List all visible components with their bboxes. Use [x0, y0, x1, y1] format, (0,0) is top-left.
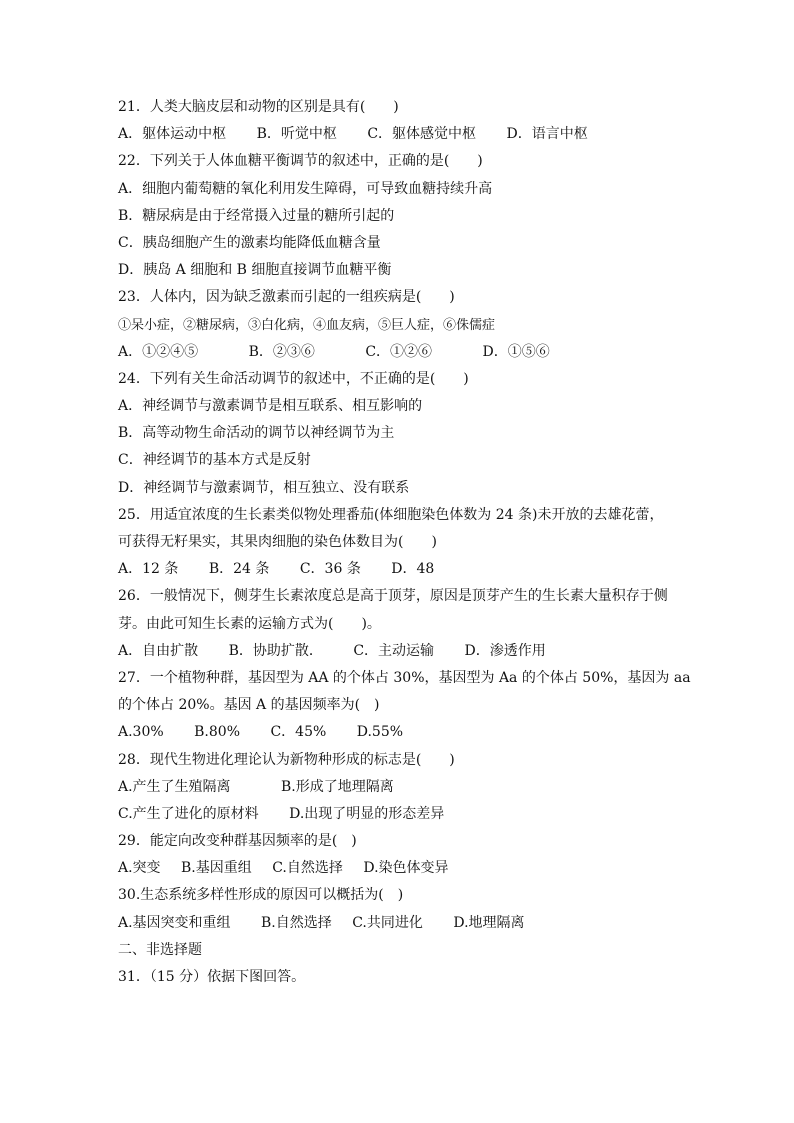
question-31-stem: 31．（15 分）依据下图回答。 — [118, 969, 306, 985]
question-27-stem: 27．一个植物种群，基因型为 AA 的个体占 30%，基因型为 Aa 的个体占 50%，基因为 aa — [118, 669, 691, 686]
question-25-options — [118, 556, 698, 583]
question-25-option-b: B．24 条 — [208, 561, 270, 578]
question-22-option-b: B．糖尿病是由于经常摄入过量的糖所引起的 — [118, 207, 395, 224]
question-30-option-c: C.共同进化 — [352, 914, 423, 931]
question-21-option-b: B．听觉中枢 — [256, 126, 337, 143]
question-26-options — [118, 638, 698, 665]
question-22-option-a: A．细胞内葡萄糖的氧化利用发生障碍，可导致血糖持续升高 — [118, 180, 493, 197]
question-27-stem-continued: 的个体占 20%。基因 A 的基因频率为( ) — [118, 697, 380, 714]
question-23-option-a: A．①②④⑤ — [118, 343, 199, 360]
question-26-option-a: A．自由扩散 — [118, 642, 199, 659]
question-29-option-c: C.自然选择 — [272, 860, 343, 877]
question-26-option-c: C．主动运输 — [353, 642, 435, 659]
question-29-option-a: A.突变 — [118, 860, 161, 877]
question-25-option-c: C．36 条 — [299, 561, 361, 578]
question-26-stem-continued: 芽。由此可知生长素的运输方式为( )。 — [118, 615, 381, 632]
question-30-options — [118, 910, 698, 937]
question-28-option-c: C.产生了进化的原材料 — [118, 805, 259, 822]
question-29-options — [118, 855, 698, 882]
question-28-option-b: B.形成了地理隔离 — [281, 778, 394, 795]
question-21-option-a: A．躯体运动中枢 — [118, 126, 227, 143]
question-25-option-d: D．48 — [391, 561, 435, 578]
question-28-option-d: D.出现了明显的形态差异 — [289, 805, 445, 822]
question-27-option-b: B.80% — [194, 724, 240, 741]
question-25-stem: 25．用适宜浓度的生长素类似物处理番茄(体细胞染色体数为 24 条)未开放的去雄花蕾， — [118, 506, 664, 523]
question-26-option-d: D．渗透作用 — [464, 642, 546, 659]
section-title: 二、非选择题 — [118, 941, 202, 958]
question-21-stem: 21．人类大脑皮层和动物的区别是具有( ) — [118, 99, 399, 115]
question-23-stem: 23．人体内，因为缺乏激素而引起的一组疾病是( ) — [118, 289, 455, 306]
question-27-option-d: D.55% — [356, 724, 404, 741]
question-24-stem: 24．下列有关生命活动调节的叙述中，不正确的是( ) — [118, 370, 469, 387]
question-28-options-row-1 — [118, 774, 698, 801]
question-23-options — [118, 339, 698, 366]
question-29-option-b: B.基因重组 — [181, 860, 252, 877]
question-28-option-a: A.产生了生殖隔离 — [118, 778, 231, 795]
question-25-stem-continued: 可获得无籽果实，其果肉细胞的染色体数目为( ) — [118, 534, 437, 550]
question-27-option-c: C．45% — [270, 724, 327, 741]
question-27-options — [118, 719, 698, 746]
question-21-options — [118, 121, 698, 148]
question-22-option-c: C．胰岛细胞产生的激素均能降低血糖含量 — [118, 234, 381, 251]
question-21-option-c: C．躯体感觉中枢 — [367, 126, 477, 143]
question-30-option-a: A.基因突变和重组 — [118, 914, 231, 931]
question-26-option-b: B．协助扩散． — [228, 642, 323, 659]
question-24-option-a: A．神经调节与激素调节是相互联系、相互影响的 — [118, 398, 423, 415]
question-28-options-row-2 — [118, 801, 698, 828]
question-29-stem: 29．能定向改变种群基因频率的是( ) — [118, 833, 357, 850]
question-30-option-b: B.自然选择 — [261, 914, 332, 931]
question-21-option-d: D．语言中枢 — [506, 126, 588, 143]
question-26-stem: 26．一般情况下，侧芽生长素浓度总是高于顶芽，原因是顶芽产生的生长素大量积存于侧 — [118, 588, 668, 605]
question-23-disease-list: ①呆小症，②糖尿病，③白化病，④血友病，⑤巨人症，⑥侏儒症 — [118, 317, 496, 333]
question-28-stem: 28．现代生物进化理论认为新物种形成的标志是( ) — [118, 751, 455, 768]
question-22-option-d: D．胰岛 A 细胞和 B 细胞直接调节血糖平衡 — [118, 262, 392, 279]
question-23-option-b: B．②③⑥ — [248, 343, 315, 360]
question-27-option-a: A.30% — [118, 724, 164, 741]
question-30-option-d: D.地理隔离 — [453, 914, 525, 931]
exam-page — [118, 94, 698, 991]
question-24-option-d: D．神经调节与激素调节，相互独立、没有联系 — [118, 479, 410, 496]
question-24-option-c: C．神经调节的基本方式是反射 — [118, 452, 311, 469]
question-25-option-a: A．12 条 — [118, 561, 179, 578]
question-24-option-b: B．高等动物生命活动的调节以神经调节为主 — [118, 425, 395, 442]
question-23-option-c: C．①②⑥ — [365, 343, 433, 360]
question-22-stem: 22．下列关于人体血糖平衡调节的叙述中，正确的是( ) — [118, 153, 483, 170]
question-23-option-d: D．①⑤⑥ — [482, 343, 550, 360]
question-30-stem: 30.生态系统多样性形成的原因可以概括为( ) — [118, 887, 404, 904]
question-29-option-d: D.染色体变异 — [363, 860, 449, 877]
